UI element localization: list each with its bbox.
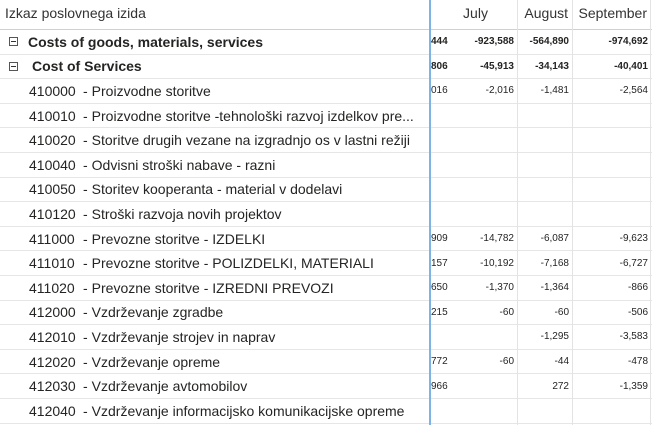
- value-cell-truncated: 444: [431, 36, 448, 48]
- account-number: 412030: [29, 378, 76, 395]
- table-row[interactable]: [0, 178, 652, 203]
- table-row[interactable]: [0, 79, 652, 104]
- value-cell-july: -1,370: [485, 282, 514, 294]
- label-separator: -: [83, 353, 88, 370]
- value-cell-september: [573, 202, 652, 226]
- value-cell-august: [518, 202, 573, 226]
- value-cell-july: -10,192: [480, 257, 514, 269]
- value-cell-july: [480, 202, 518, 226]
- value-cell-truncated: [430, 325, 480, 349]
- label-separator: -: [83, 205, 88, 222]
- column-header-row: [0, 0, 652, 30]
- column-divider: [650, 0, 651, 425]
- value-cell-august: [518, 104, 573, 128]
- collapse-icon[interactable]: [9, 37, 18, 46]
- value-cell-september: -6,727: [619, 257, 648, 269]
- row-label: [0, 55, 430, 79]
- value-cell-august: -1,481: [540, 85, 569, 97]
- value-cell-july: -45,913: [480, 60, 514, 72]
- table-row[interactable]: [0, 350, 652, 375]
- label-separator: -: [83, 230, 88, 247]
- row-label-text: Storitve drugih vezane na izgradnjo os v lastni režiji: [91, 132, 410, 149]
- value-cell-truncated: 215: [431, 306, 448, 318]
- value-cell-july: [480, 153, 518, 177]
- row-label: [0, 128, 430, 152]
- table-row[interactable]: [0, 227, 652, 252]
- table-row[interactable]: [0, 153, 652, 178]
- row-label-text: Proizvodne storitve: [91, 82, 211, 99]
- column-divider: [572, 0, 573, 425]
- group-row[interactable]: [0, 30, 652, 55]
- row-label-text: Vzdrževanje strojev in naprav: [91, 328, 276, 345]
- account-number: 412010: [29, 328, 76, 345]
- value-cell-september: -9,623: [619, 233, 648, 245]
- value-cell-september: -2,564: [619, 85, 648, 97]
- row-label: [0, 30, 430, 54]
- table-row[interactable]: [0, 202, 652, 227]
- table-row[interactable]: [0, 374, 652, 399]
- account-number: 410120: [29, 205, 76, 222]
- value-cell-august: -6,087: [540, 233, 569, 245]
- account-number: 410010: [29, 107, 76, 124]
- row-label-text: Vzdrževanje avtomobilov: [91, 378, 248, 395]
- account-number: 411010: [29, 255, 75, 272]
- value-cell-august: -1,295: [540, 331, 569, 343]
- label-separator: -: [83, 82, 88, 99]
- value-cell-september: -506: [627, 306, 648, 318]
- row-label-text: Proizvodne storitve -tehnološki razvoj izdelkov pre...: [91, 107, 414, 124]
- value-cell-truncated: [430, 128, 480, 152]
- row-label: [0, 202, 430, 226]
- row-label-text: Costs of goods, materials, services: [28, 33, 263, 50]
- row-label: [0, 104, 430, 128]
- value-cell-truncated: 806: [431, 60, 448, 72]
- value-cell-truncated: [430, 202, 480, 226]
- table-row[interactable]: [0, 301, 652, 326]
- value-cell-september: [573, 399, 652, 423]
- value-cell-september: -866: [627, 282, 648, 294]
- value-cell-july: -14,782: [480, 233, 514, 245]
- value-cell-july: -2,016: [485, 85, 514, 97]
- row-label-text: Vzdrževanje informacijsko komunikacijske opreme: [91, 402, 405, 419]
- value-cell-august: 272: [552, 380, 569, 392]
- column-divider: [517, 0, 518, 425]
- column-header-july[interactable]: July: [463, 5, 488, 21]
- value-cell-august: -7,168: [540, 257, 569, 269]
- label-separator: -: [83, 107, 88, 124]
- value-cell-july: -923,588: [474, 36, 514, 48]
- value-cell-july: -60: [499, 306, 514, 318]
- row-label-text: Prevozne storitve - IZREDNI PREVOZI: [91, 279, 334, 296]
- row-label: [0, 251, 430, 275]
- value-cell-september: [573, 128, 652, 152]
- account-number: 410040: [29, 156, 76, 173]
- collapse-icon[interactable]: [9, 62, 18, 71]
- value-cell-september: [573, 153, 652, 177]
- row-label: [0, 374, 430, 398]
- value-cell-september: -3,583: [619, 331, 648, 343]
- row-label: [0, 350, 430, 374]
- table-row[interactable]: [0, 128, 652, 153]
- table-row[interactable]: [0, 276, 652, 301]
- value-cell-august: -564,890: [529, 36, 569, 48]
- value-cell-july: [480, 128, 518, 152]
- label-separator: -: [83, 255, 88, 272]
- value-cell-september: -974,692: [608, 36, 648, 48]
- value-cell-july: [480, 178, 518, 202]
- account-number: 411020: [29, 279, 75, 296]
- label-separator: -: [83, 181, 88, 198]
- account-number: 410020: [29, 132, 76, 149]
- row-label-text: Prevozne storitve - POLIZDELKI, MATERIALI: [91, 255, 374, 272]
- value-cell-truncated: 909: [431, 233, 448, 245]
- row-label-text: Storitev kooperanta - material v dodelavi: [91, 181, 343, 198]
- row-label: [0, 325, 430, 349]
- value-cell-september: [573, 178, 652, 202]
- table-row[interactable]: [0, 251, 652, 276]
- value-cell-truncated: 157: [431, 257, 448, 269]
- value-cell-august: -34,143: [535, 60, 569, 72]
- row-label: [0, 301, 430, 325]
- row-label: [0, 178, 430, 202]
- label-separator: -: [83, 279, 88, 296]
- column-header-august[interactable]: August: [524, 5, 568, 21]
- row-label-text: Stroški razvoja novih projektov: [91, 205, 282, 222]
- table-row[interactable]: [0, 325, 652, 350]
- value-cell-truncated: 772: [431, 356, 448, 368]
- value-cell-august: -44: [554, 356, 569, 368]
- label-separator: -: [83, 156, 88, 173]
- row-header-label[interactable]: Izkaz poslovnega izida: [5, 5, 146, 21]
- value-cell-september: -1,359: [619, 380, 648, 392]
- account-number: 412040: [29, 402, 76, 419]
- row-label-text: Cost of Services: [32, 58, 142, 75]
- account-number: 412020: [29, 353, 76, 370]
- value-cell-july: [480, 104, 518, 128]
- account-number: 410050: [29, 181, 76, 198]
- value-cell-august: [518, 128, 573, 152]
- value-cell-july: [480, 374, 518, 398]
- value-cell-july: [480, 325, 518, 349]
- value-cell-truncated: [430, 399, 480, 423]
- table-row[interactable]: [0, 399, 652, 424]
- column-header-september[interactable]: September: [578, 5, 647, 21]
- value-cell-august: [518, 178, 573, 202]
- label-separator: -: [83, 304, 88, 321]
- label-separator: -: [83, 402, 88, 419]
- value-cell-truncated: [430, 153, 480, 177]
- value-cell-august: -60: [554, 306, 569, 318]
- value-cell-september: [573, 104, 652, 128]
- value-cell-july: [480, 399, 518, 423]
- account-number: 410000: [29, 82, 76, 99]
- value-cell-truncated: [430, 104, 480, 128]
- label-separator: -: [83, 328, 88, 345]
- value-cell-august: -1,364: [540, 282, 569, 294]
- value-cell-august: [518, 153, 573, 177]
- account-number: 411000: [29, 230, 75, 247]
- label-separator: -: [83, 378, 88, 395]
- row-label: [0, 153, 430, 177]
- value-cell-truncated: 650: [431, 282, 448, 294]
- row-label: [0, 227, 430, 251]
- value-cell-truncated: 966: [431, 380, 448, 392]
- subgroup-row[interactable]: [0, 55, 652, 80]
- table-row[interactable]: [0, 104, 652, 129]
- value-cell-august: [518, 399, 573, 423]
- account-number: 412000: [29, 304, 76, 321]
- row-label: [0, 399, 430, 423]
- label-separator: -: [83, 132, 88, 149]
- value-cell-truncated: 016: [431, 85, 448, 97]
- value-cell-september: -478: [627, 356, 648, 368]
- row-label-text: Prevozne storitve - IZDELKI: [91, 230, 266, 247]
- value-cell-july: -60: [499, 356, 514, 368]
- row-label-text: Odvisni stroški nabave - razni: [91, 156, 276, 173]
- row-label: [0, 79, 430, 103]
- frozen-column-divider[interactable]: [429, 0, 431, 425]
- row-label: [0, 276, 430, 300]
- row-label-text: Vzdrževanje zgradbe: [91, 304, 224, 321]
- value-cell-september: -40,401: [614, 60, 648, 72]
- row-label-text: Vzdrževanje opreme: [91, 353, 221, 370]
- value-cell-truncated: [430, 178, 480, 202]
